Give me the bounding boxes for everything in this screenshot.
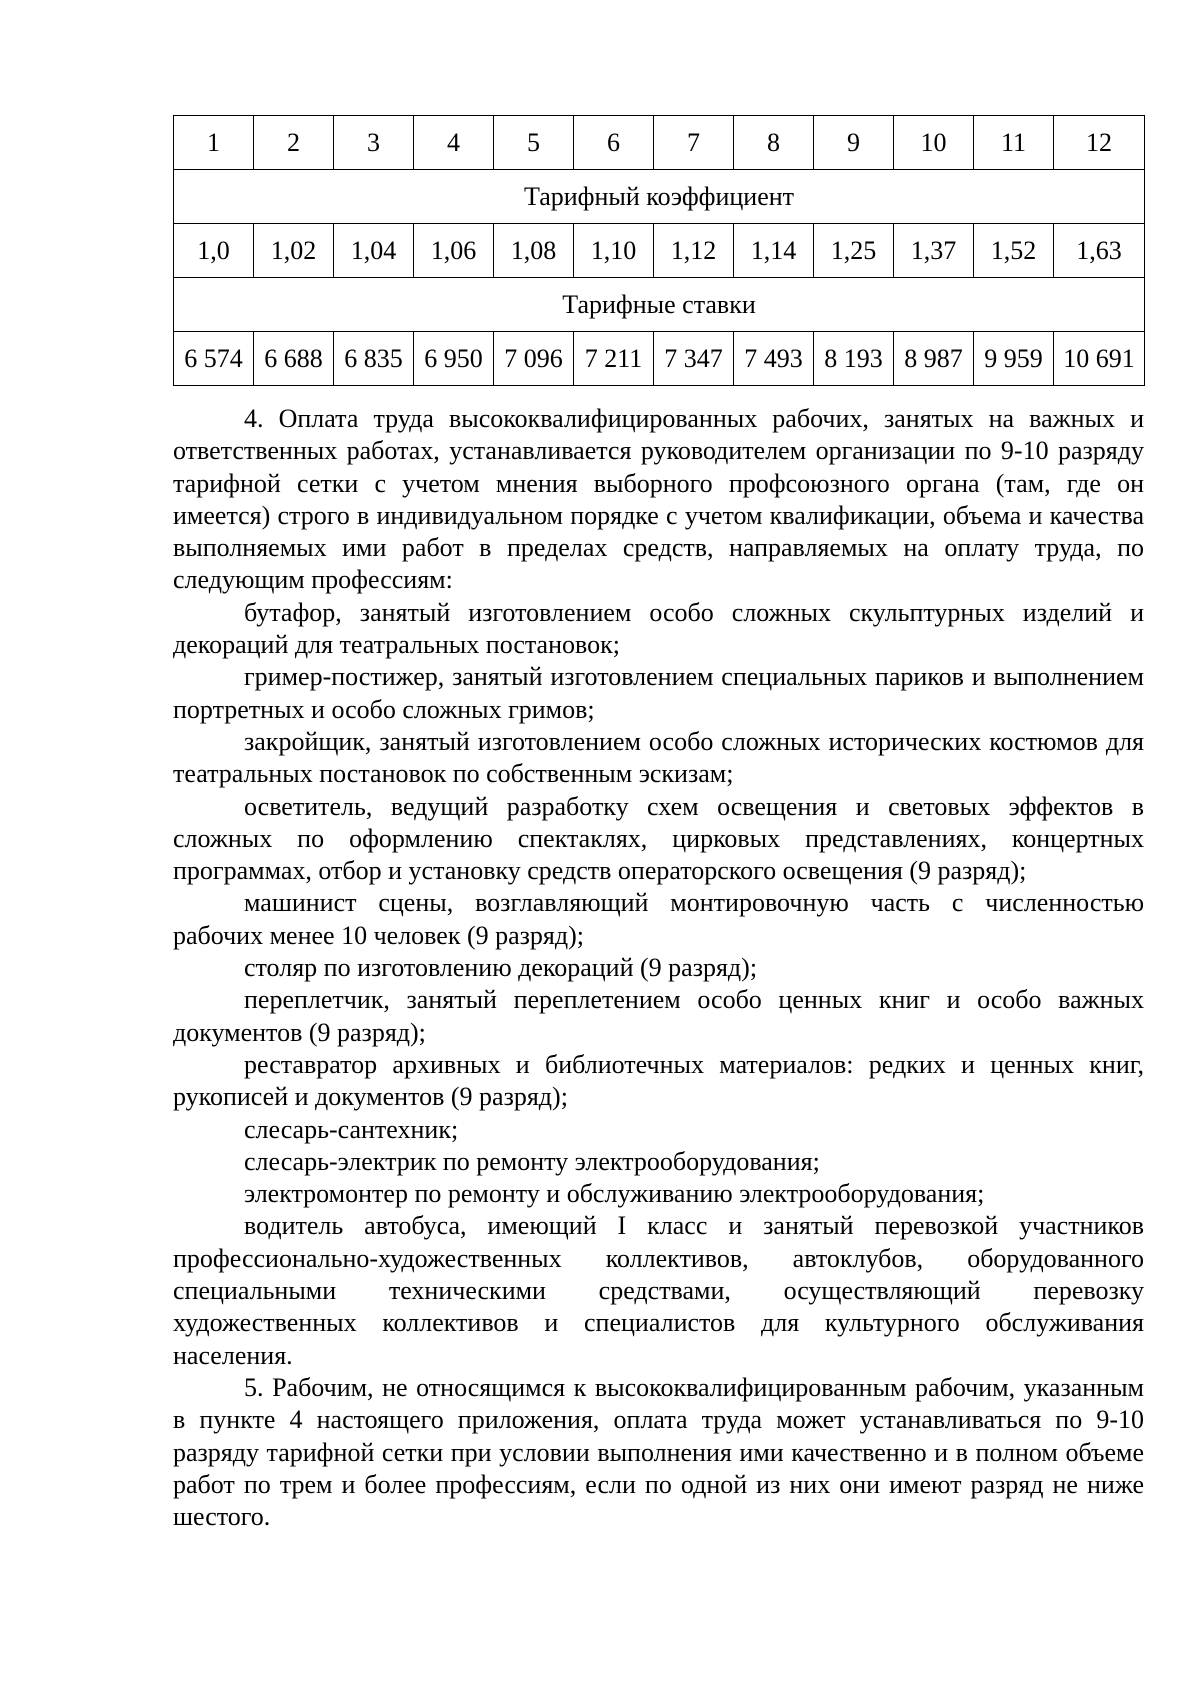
profession-item: электромонтер по ремонту и обслуживанию электрооборудования; [244,1179,985,1209]
profession-item: гример-постижер, занятый изготовлением специальных париков и выполнением портретных и особо сложных гримов; [173,662,1144,724]
rate-cell: 9 959 [974,332,1054,386]
coefficient-title-row [174,170,1145,224]
grade-number-cell: 2 [254,116,334,170]
rates-row [174,332,1145,386]
rate-cell: 7 211 [574,332,654,386]
coefficient-cell: 1,02 [254,224,334,278]
rate-cell: 7 096 [494,332,574,386]
coefficient-title: Тарифный коэффициент [174,170,1145,224]
grade-number-cell: 12 [1054,116,1145,170]
profession-item: реставратор архивных и библиотечных материалов: редких и ценных книг, рукописей и документов (9 разряд); [173,1049,1144,1112]
profession-item: бутафор, занятый изготовлением особо сложных скульптурных изделий и декораций для театральных постановок; [173,597,1144,660]
rate-cell: 6 835 [334,332,414,386]
grade-number-cell: 1 [174,116,254,170]
coefficient-cell: 1,08 [494,224,574,278]
rate-cell: 6 574 [174,332,254,386]
grade-number-cell: 10 [894,116,974,170]
coefficient-cell: 1,25 [814,224,894,278]
profession-item: переплетчик, занятый переплетением особо ценных книг и особо важных документов (9 разряд); [173,985,1144,1047]
coefficient-cell: 1,12 [654,224,734,278]
profession-item: закройщик, занятый изготовлением особо сложных исторических костюмов для театральных постановок по собственным эскизам; [173,726,1144,789]
coefficient-cell: 1,04 [334,224,414,278]
coefficient-cell: 1,14 [734,224,814,278]
profession-item: слесарь-электрик по ремонту электрооборудования; [244,1146,820,1176]
rate-cell: 8 987 [894,332,974,386]
rates-title: Тарифные ставки [174,278,1145,332]
rate-cell: 8 193 [814,332,894,386]
rate-cell: 7 347 [654,332,734,386]
rate-cell: 6 688 [254,332,334,386]
coefficient-cell: 1,06 [414,224,494,278]
rate-cell: 7 493 [734,332,814,386]
coefficient-cell: 1,10 [574,224,654,278]
profession-item: водитель автобуса, имеющий I класс и занятый перевозкой участников профессионально-художественных коллективов, автоклубов, оборудованного специальными техническими средствами, осуществляющий перевозку художественных коллективов и специалистов для культурного обслуживания населения. [173,1211,1144,1370]
grade-number-cell: 8 [734,116,814,170]
coefficient-cell: 1,52 [974,224,1054,278]
rate-cell: 6 950 [414,332,494,386]
profession-item: слесарь-сантехник; [244,1114,459,1144]
grade-number-cell: 7 [654,116,734,170]
coefficient-cell: 1,0 [174,224,254,278]
grade-number-cell: 9 [814,116,894,170]
grade-number-cell: 6 [574,116,654,170]
coefficient-cell: 1,37 [894,224,974,278]
paragraph-4: 4. Оплата труда высококвалифицированных рабочих, занятых на важных и ответственных работах, устанавливается руководителем организации по 9-10 разряду тарифной сетки с учетом мнения выборного профсоюзного органа (там, где он имеется) строго в индивидуальном порядке с учетом квалификации, объема и качества выполняемых ими работ в пределах средств, направляемых на оплату труда, по следующим профессиям: [173,404,1144,595]
rates-title-row [174,278,1145,332]
grade-number-cell: 4 [414,116,494,170]
profession-item: осветитель, ведущий разработку схем освещения и световых эффектов в сложных по оформлению спектаклях, цирковых представлениях, концертных программах, отбор и установку средств операторского освещения (9 разряд); [173,791,1144,886]
profession-item: столяр по изготовлению декораций (9 разряд); [244,953,758,983]
grade-number-row [174,116,1145,170]
profession-item: машинист сцены, возглавляющий монтировочную часть с численностью рабочих менее 10 человек (9 разряд); [173,888,1144,950]
body-text [173,403,1144,1533]
coefficient-row [174,224,1145,278]
rate-cell: 10 691 [1054,332,1145,386]
grade-number-cell: 3 [334,116,414,170]
coefficient-cell: 1,63 [1054,224,1145,278]
tariff-table [173,115,1145,386]
grade-number-cell: 5 [494,116,574,170]
paragraph-5: 5. Рабочим, не относящимся к высококвалифицированным рабочим, указанным в пункте 4 настоящего приложения, оплата труда может устанавливаться по 9-10 разряду тарифной сетки при условии выполнения ими качественно и в полном объеме работ по трем и более профессиям, если по одной из них они имеют разряд не ниже шестого. [173,1372,1144,1532]
grade-number-cell: 11 [974,116,1054,170]
